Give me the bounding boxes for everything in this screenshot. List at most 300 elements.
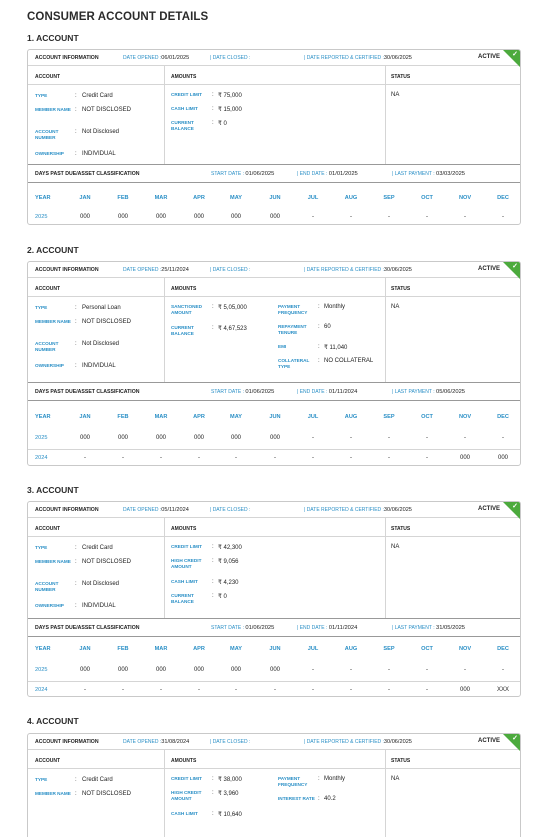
month-heading: AUG <box>344 414 358 420</box>
colon: : <box>75 129 77 135</box>
amount-label: CURRENT BALANCE <box>171 325 194 336</box>
status-column-heading: STATUS <box>391 526 411 532</box>
dpd-cell: - <box>122 687 124 693</box>
colon: : <box>212 106 214 112</box>
status-badge: ACTIVE <box>477 738 500 744</box>
account-section-title: 3. ACCOUNT <box>27 485 79 495</box>
account-type-value: Personal Loan <box>82 305 121 311</box>
month-heading: MAY <box>230 646 242 652</box>
amount-value: ₹ 0 <box>218 594 227 600</box>
account-number-label: ACCOUNT NUMBER <box>35 129 59 140</box>
member-name-label: MEMBER NAME <box>35 107 71 112</box>
month-heading: AUG <box>344 195 358 201</box>
date-opened <box>123 507 189 513</box>
account-column-heading: ACCOUNT <box>35 286 60 292</box>
colon: : <box>75 363 77 369</box>
dpd-cell: 000 <box>79 214 90 220</box>
dpd-cell: - <box>388 435 390 441</box>
month-heading: JUL <box>307 195 319 201</box>
date-opened <box>123 739 190 745</box>
dpd-cell: - <box>312 435 314 441</box>
account-type-value: Credit Card <box>82 777 113 783</box>
dpd-cell: 000 <box>269 214 280 220</box>
status-value: NA <box>391 776 400 782</box>
colon: : <box>75 559 77 565</box>
dpd-cell: - <box>388 214 390 220</box>
dpd-cell: - <box>84 455 86 461</box>
column-divider <box>164 66 165 164</box>
colon: : <box>318 304 320 310</box>
amount-label: CREDIT LIMIT <box>171 92 202 97</box>
member-name-value: NOT DISCLOSED <box>82 319 131 325</box>
colon: : <box>75 341 77 347</box>
month-heading: MAY <box>230 195 242 201</box>
account-column-heading: ACCOUNT <box>35 526 60 532</box>
dpd-cell: 000 <box>269 667 280 673</box>
dpd-cell: - <box>122 455 124 461</box>
amount-label: EMI <box>278 344 287 349</box>
status-badge: ACTIVE <box>477 266 500 272</box>
amounts-column-heading: AMOUNTS <box>171 74 197 80</box>
date-reported-label: | DATE REPORTED & CERTIFIED : <box>304 267 384 273</box>
dpd-divider <box>28 164 520 165</box>
amount-value: 40.2 <box>324 796 336 802</box>
dpd-cell: 000 <box>459 455 470 461</box>
month-heading: JUL <box>307 646 319 652</box>
dpd-cell: - <box>426 455 428 461</box>
dpd-year: 2024 <box>35 687 48 693</box>
month-heading: OCT <box>421 414 433 420</box>
dpd-title: DAYS PAST DUE/ASSET CLASSIFICATION <box>35 171 140 177</box>
date-opened-value: 05/11/2024 <box>161 507 189 513</box>
dpd-header-divider <box>28 400 520 401</box>
status-column-heading: STATUS <box>391 758 411 764</box>
amount-label: SANCTIONED AMOUNT <box>171 304 202 315</box>
last-payment <box>392 389 465 395</box>
start-date-value: 01/06/2025 <box>245 389 275 395</box>
colon: : <box>212 325 214 331</box>
dpd-divider <box>28 382 520 383</box>
colon: : <box>212 579 214 585</box>
dpd-cell: - <box>312 455 314 461</box>
start-date <box>211 171 274 177</box>
date-reported-label: | DATE REPORTED & CERTIFIED : <box>304 507 384 513</box>
month-heading: MAR <box>154 414 168 420</box>
colon: : <box>75 603 77 609</box>
colon: : <box>75 319 77 325</box>
dpd-header-divider <box>28 182 520 183</box>
dpd-cell: - <box>350 435 352 441</box>
dpd-cell: 000 <box>117 214 128 220</box>
column-divider <box>385 278 386 382</box>
dpd-cell: - <box>84 687 86 693</box>
account-number-value: Not Disclosed <box>82 581 120 587</box>
colon: : <box>318 796 320 802</box>
dpd-cell: XXX <box>496 687 509 693</box>
column-divider <box>164 278 165 382</box>
dpd-header-divider <box>28 636 520 637</box>
dpd-cell: 000 <box>193 214 204 220</box>
last-payment-label: | LAST PAYMENT : <box>392 625 436 631</box>
dpd-cell: 000 <box>230 435 241 441</box>
amount-value: ₹ 15,000 <box>218 107 242 113</box>
date-opened-label: DATE OPENED : <box>123 507 162 513</box>
ownership-value: INDIVIDUAL <box>82 151 116 157</box>
amount-label: CASH LIMIT <box>171 811 198 816</box>
header-divider <box>28 768 520 769</box>
colon: : <box>212 776 214 782</box>
account-type-value: Credit Card <box>82 93 113 99</box>
account-info-bar <box>28 734 520 750</box>
dpd-cell: - <box>388 687 390 693</box>
dpd-cell: - <box>464 435 466 441</box>
dpd-row-divider <box>28 449 520 450</box>
account-info-bar <box>28 262 520 278</box>
amount-value: ₹ 4,67,523 <box>218 326 247 332</box>
colon: : <box>212 92 214 98</box>
month-heading: JAN <box>79 195 91 201</box>
checkmark-icon: ✓ <box>512 735 518 742</box>
dpd-cell: - <box>502 214 504 220</box>
month-heading: SEP <box>383 195 395 201</box>
date-opened <box>123 267 189 273</box>
dpd-cell: - <box>198 687 200 693</box>
amount-value: NO COLLATERAL <box>324 358 374 364</box>
column-divider <box>385 66 386 164</box>
month-heading: DEC <box>497 646 509 652</box>
end-date <box>297 171 358 177</box>
month-heading: JUN <box>269 414 281 420</box>
dpd-cell: - <box>198 455 200 461</box>
amount-value: Monthly <box>324 776 346 782</box>
dpd-cell: - <box>235 687 237 693</box>
month-heading: JUL <box>307 414 319 420</box>
month-heading: SEP <box>383 646 395 652</box>
status-column-heading: STATUS <box>391 286 411 292</box>
account-type-label: TYPE <box>35 93 48 98</box>
amount-label: INTEREST RATE <box>278 796 315 801</box>
dpd-cell: - <box>426 214 428 220</box>
dpd-cell: 000 <box>193 435 204 441</box>
status-badge: ACTIVE <box>477 506 500 512</box>
colon: : <box>75 151 77 157</box>
member-name-label: MEMBER NAME <box>35 319 71 324</box>
colon: : <box>212 558 214 564</box>
date-reported <box>304 507 412 513</box>
dpd-year: 2025 <box>35 214 48 220</box>
end-date-label: | END DATE : <box>297 389 329 395</box>
dpd-cell: - <box>235 455 237 461</box>
status-value: NA <box>391 544 400 550</box>
month-heading: MAY <box>230 414 242 420</box>
colon: : <box>318 344 320 350</box>
date-opened-value: 31/08/2024 <box>161 739 190 745</box>
dpd-cell: 000 <box>459 687 470 693</box>
account-number-value: Not Disclosed <box>82 341 120 347</box>
ownership-label: OWNERSHIP <box>35 603 64 608</box>
account-section-title: 2. ACCOUNT <box>27 245 79 255</box>
amounts-column-heading: AMOUNTS <box>171 286 197 292</box>
member-name-value: NOT DISCLOSED <box>82 107 131 113</box>
last-payment-value: 05/06/2025 <box>436 389 466 395</box>
year-column-heading: YEAR <box>35 195 51 201</box>
amount-value: ₹ 75,000 <box>218 93 242 99</box>
dpd-cell: 000 <box>155 435 166 441</box>
month-heading: DEC <box>497 414 509 420</box>
dpd-cell: - <box>464 214 466 220</box>
column-divider <box>385 518 386 618</box>
end-date <box>297 389 357 395</box>
column-divider <box>385 750 386 837</box>
date-reported-value: 30/06/2025 <box>383 739 412 745</box>
dpd-cell: 000 <box>79 435 90 441</box>
month-heading: JAN <box>79 646 91 652</box>
month-heading: NOV <box>458 646 472 652</box>
month-heading: NOV <box>458 195 472 201</box>
year-column-heading: YEAR <box>35 646 51 652</box>
account-card <box>27 733 521 837</box>
member-name-value: NOT DISCLOSED <box>82 559 131 565</box>
last-payment-label: | LAST PAYMENT : <box>392 171 436 177</box>
start-date-label: START DATE : <box>211 171 246 177</box>
dpd-cell: 000 <box>230 214 241 220</box>
member-name-label: MEMBER NAME <box>35 559 71 564</box>
month-heading: SEP <box>383 414 395 420</box>
dpd-cell: - <box>350 214 352 220</box>
date-opened <box>123 55 190 61</box>
dpd-cell: 000 <box>155 214 166 220</box>
month-heading: JUN <box>269 646 281 652</box>
month-heading: AUG <box>344 646 358 652</box>
date-closed-label: | DATE CLOSED : <box>210 507 251 513</box>
last-payment-label: | LAST PAYMENT : <box>392 389 436 395</box>
month-heading: JAN <box>79 414 91 420</box>
dpd-cell: - <box>464 667 466 673</box>
amount-value: ₹ 4,230 <box>218 580 239 586</box>
ownership-value: INDIVIDUAL <box>82 603 116 609</box>
dpd-divider <box>28 618 520 619</box>
amount-label: HIGH CREDIT AMOUNT <box>171 558 202 569</box>
account-column-heading: ACCOUNT <box>35 74 60 80</box>
month-heading: FEB <box>117 195 129 201</box>
dpd-cell: - <box>274 455 276 461</box>
start-date-value: 01/06/2025 <box>245 171 275 177</box>
amount-value: Monthly <box>324 304 346 310</box>
amount-label: CASH LIMIT <box>171 579 198 584</box>
dpd-cell: - <box>312 214 314 220</box>
account-section-title: 1. ACCOUNT <box>27 33 79 43</box>
end-date-value: 01/11/2024 <box>328 625 358 631</box>
dpd-cell: 000 <box>155 667 166 673</box>
dpd-cell: 000 <box>117 435 128 441</box>
account-type-label: TYPE <box>35 305 48 310</box>
header-divider <box>28 84 520 85</box>
dpd-cell: - <box>312 687 314 693</box>
dpd-cell: 000 <box>230 667 241 673</box>
colon: : <box>75 581 77 587</box>
year-column-heading: YEAR <box>35 414 51 420</box>
ownership-label: OWNERSHIP <box>35 151 64 156</box>
date-reported-value: 30/06/2025 <box>383 507 412 513</box>
amount-value: ₹ 10,640 <box>218 812 242 818</box>
start-date-label: START DATE : <box>211 625 246 631</box>
month-heading: APR <box>193 195 205 201</box>
amount-label: PAYMENT FREQUENCY <box>278 304 308 315</box>
header-divider <box>28 536 520 537</box>
column-divider <box>164 518 165 618</box>
date-reported <box>304 267 412 273</box>
month-heading: OCT <box>421 195 433 201</box>
dpd-cell: 000 <box>269 435 280 441</box>
amount-label: REPAYMENT TENURE <box>278 324 307 335</box>
colon: : <box>212 544 214 550</box>
amount-label: CREDIT LIMIT <box>171 776 202 781</box>
amount-value: ₹ 11,040 <box>324 345 348 351</box>
date-opened-value: 25/11/2024 <box>161 267 189 273</box>
month-heading: APR <box>193 646 205 652</box>
amount-label: COLLATERAL TYPE <box>278 358 310 369</box>
end-date-label: | END DATE : <box>297 625 329 631</box>
colon: : <box>75 107 77 113</box>
dpd-year: 2024 <box>35 455 48 461</box>
date-reported <box>304 55 412 61</box>
dpd-year: 2025 <box>35 435 48 441</box>
account-column-heading: ACCOUNT <box>35 758 60 764</box>
colon: : <box>212 593 214 599</box>
date-opened-label: DATE OPENED : <box>123 267 162 273</box>
date-opened-value: 06/01/2025 <box>161 55 190 61</box>
month-heading: DEC <box>497 195 509 201</box>
dpd-cell: 000 <box>193 667 204 673</box>
colon: : <box>212 120 214 126</box>
amount-value: ₹ 42,300 <box>218 545 242 551</box>
member-name-label: MEMBER NAME <box>35 791 71 796</box>
checkmark-icon: ✓ <box>512 51 518 58</box>
start-date <box>211 389 274 395</box>
date-reported-value: 30/06/2025 <box>383 267 412 273</box>
last-payment-value: 31/05/2025 <box>436 625 466 631</box>
date-opened-label: DATE OPENED : <box>123 739 162 745</box>
date-closed-label: | DATE CLOSED : <box>210 55 251 61</box>
month-heading: APR <box>193 414 205 420</box>
amount-label: CREDIT LIMIT <box>171 544 202 549</box>
dpd-cell: 000 <box>497 455 508 461</box>
last-payment <box>392 625 465 631</box>
dpd-cell: - <box>350 667 352 673</box>
ownership-value: INDIVIDUAL <box>82 363 116 369</box>
amount-label: PAYMENT FREQUENCY <box>278 776 308 787</box>
amount-label: HIGH CREDIT AMOUNT <box>171 790 202 801</box>
account-number-value: Not Disclosed <box>82 129 120 135</box>
amount-label: CURRENT BALANCE <box>171 593 194 604</box>
colon: : <box>212 304 214 310</box>
start-date-label: START DATE : <box>211 389 246 395</box>
end-date-value: 01/11/2024 <box>328 389 358 395</box>
date-reported <box>304 739 412 745</box>
dpd-cell: - <box>426 687 428 693</box>
dpd-row-divider <box>28 681 520 682</box>
dpd-cell: - <box>350 687 352 693</box>
start-date-value: 01/06/2025 <box>245 625 275 631</box>
amount-label: CASH LIMIT <box>171 106 198 111</box>
dpd-cell: 000 <box>117 667 128 673</box>
end-date <box>297 625 357 631</box>
month-heading: JUN <box>269 195 281 201</box>
start-date <box>211 625 274 631</box>
checkmark-icon: ✓ <box>512 503 518 510</box>
dpd-cell: - <box>388 667 390 673</box>
header-divider <box>28 296 520 297</box>
month-heading: NOV <box>458 414 472 420</box>
amount-value: ₹ 3,960 <box>218 791 239 797</box>
account-card <box>27 49 521 225</box>
member-name-value: NOT DISCLOSED <box>82 791 131 797</box>
status-value: NA <box>391 304 400 310</box>
last-payment-value: 03/03/2025 <box>436 171 466 177</box>
account-type-label: TYPE <box>35 777 48 782</box>
dpd-cell: - <box>160 455 162 461</box>
dpd-cell: - <box>426 667 428 673</box>
date-opened-label: DATE OPENED : <box>123 55 162 61</box>
dpd-cell: - <box>274 687 276 693</box>
end-date-value: 01/01/2025 <box>328 171 358 177</box>
colon: : <box>212 790 214 796</box>
dpd-cell: - <box>350 455 352 461</box>
checkmark-icon: ✓ <box>512 263 518 270</box>
colon: : <box>75 777 77 783</box>
amount-value: ₹ 0 <box>218 121 227 127</box>
amount-value: ₹ 5,05,000 <box>218 305 247 311</box>
colon: : <box>75 93 77 99</box>
status-column-heading: STATUS <box>391 74 411 80</box>
amounts-column-heading: AMOUNTS <box>171 526 197 532</box>
dpd-cell: - <box>388 455 390 461</box>
dpd-cell: - <box>160 687 162 693</box>
end-date-label: | END DATE : <box>297 171 329 177</box>
date-closed-label: | DATE CLOSED : <box>210 739 251 745</box>
date-reported-value: 30/06/2025 <box>383 55 412 61</box>
account-type-label: TYPE <box>35 545 48 550</box>
dpd-cell: - <box>502 435 504 441</box>
colon: : <box>212 811 214 817</box>
colon: : <box>318 358 320 364</box>
amount-value: ₹ 9,056 <box>218 559 239 565</box>
month-heading: OCT <box>421 646 433 652</box>
colon: : <box>318 324 320 330</box>
date-reported-label: | DATE REPORTED & CERTIFIED : <box>304 55 384 61</box>
dpd-cell: - <box>502 667 504 673</box>
account-information-label: ACCOUNT INFORMATION <box>35 267 99 273</box>
amounts-column-heading: AMOUNTS <box>171 758 197 764</box>
amount-label: CURRENT BALANCE <box>171 120 194 131</box>
colon: : <box>75 545 77 551</box>
column-divider <box>164 750 165 837</box>
colon: : <box>75 305 77 311</box>
account-number-label: ACCOUNT NUMBER <box>35 581 59 592</box>
dpd-title: DAYS PAST DUE/ASSET CLASSIFICATION <box>35 389 140 395</box>
status-value: NA <box>391 92 400 98</box>
account-card <box>27 261 521 466</box>
account-section-title: 4. ACCOUNT <box>27 716 79 726</box>
account-info-bar <box>28 50 520 66</box>
month-heading: FEB <box>117 414 129 420</box>
last-payment <box>392 171 465 177</box>
amount-value: ₹ 38,000 <box>218 777 242 783</box>
colon: : <box>75 791 77 797</box>
page-title: CONSUMER ACCOUNT DETAILS <box>27 11 209 23</box>
account-number-label: ACCOUNT NUMBER <box>35 341 59 352</box>
date-closed-label: | DATE CLOSED : <box>210 267 251 273</box>
